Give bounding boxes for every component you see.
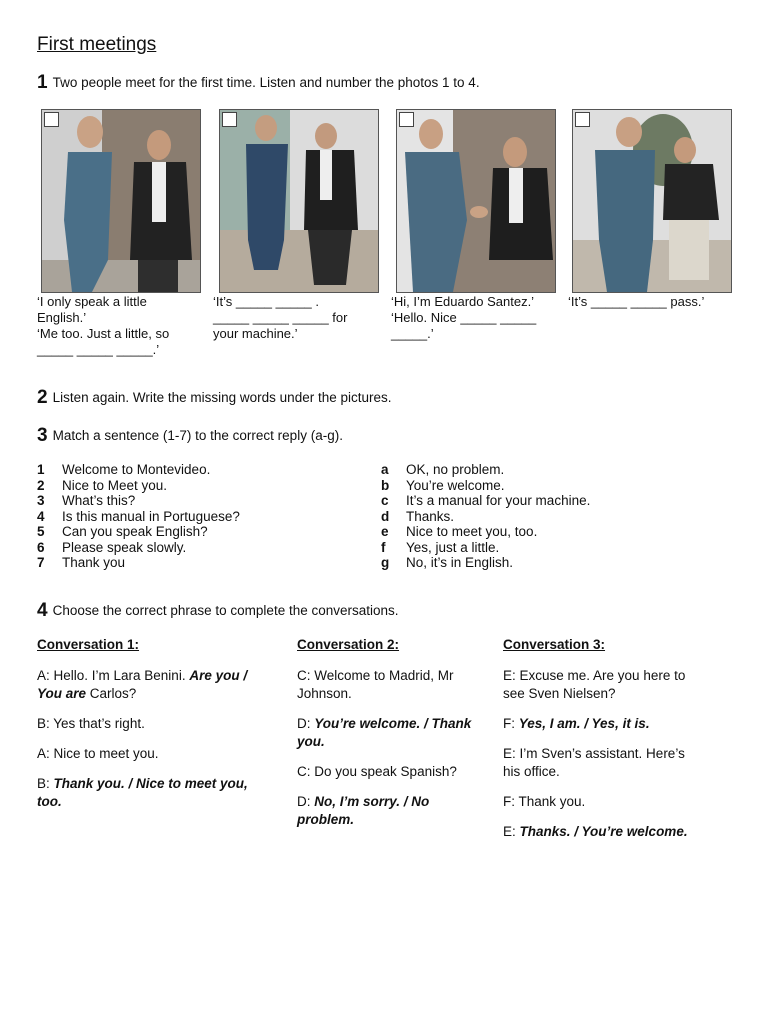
sentence-item (37, 478, 240, 494)
reply-text: Nice to meet you, too. (406, 524, 538, 539)
reply-item (381, 524, 590, 540)
section-3-number: 3 (37, 425, 48, 446)
sentence-number: 7 (37, 555, 45, 570)
dialogue-line (37, 667, 265, 703)
reply-item (381, 540, 590, 556)
photo-1 (41, 109, 201, 293)
reply-item (381, 493, 590, 509)
section-4-number: 4 (37, 600, 48, 621)
conversation-1 (37, 636, 265, 823)
caption-line: ‘It’s _____ _____ . (213, 294, 320, 309)
dialogue-line (503, 715, 703, 733)
reply-text: OK, no problem. (406, 462, 505, 477)
photo-number-box[interactable] (399, 112, 414, 127)
reply-letter: b (381, 477, 390, 493)
line-text: B: (37, 776, 54, 791)
caption-line: English.’ (37, 310, 87, 325)
caption-line: ‘Me too. Just a little, so (37, 326, 170, 341)
choice-phrase[interactable]: No, I’m sorry. / No problem. (297, 794, 430, 827)
section-2-number: 2 (37, 387, 48, 408)
section-1-number: 1 (37, 72, 48, 93)
conversation-heading: Conversation 3: (503, 637, 606, 652)
dialogue-line (297, 715, 487, 751)
dialogue-line (503, 667, 703, 703)
choice-phrase[interactable]: You’re welcome. / Thank you. (297, 716, 472, 749)
line-text: D: (297, 794, 315, 809)
caption-line: _____.’ (391, 326, 434, 341)
line-text: E: (503, 824, 520, 839)
reply-item (381, 555, 590, 571)
section-4-text: Choose the correct phrase to complete the conversations. (52, 603, 399, 618)
reply-text: It’s a manual for your machine. (406, 493, 591, 508)
reply-letter: f (381, 539, 386, 555)
reply-item (381, 462, 590, 478)
sentence-text: Nice to Meet you. (62, 477, 168, 493)
choice-phrase[interactable]: Thank you. / Nice to meet you, too. (37, 776, 248, 809)
dialogue-line (37, 745, 265, 763)
line-text: A: Nice to meet you. (37, 746, 159, 761)
sentence-text: Thank you (62, 555, 126, 570)
sentence-number: 2 (37, 477, 45, 493)
reply-letter: e (381, 524, 389, 539)
photo-1-caption (37, 294, 207, 358)
line-text: D: (297, 716, 315, 731)
sentence-item (37, 493, 240, 509)
section-2-instruction (37, 389, 392, 407)
choice-phrase[interactable]: Yes, I am. / Yes, it is. (518, 716, 650, 731)
photo-number-box[interactable] (44, 112, 59, 127)
caption-line: ‘I only speak a little (37, 294, 147, 309)
line-text: C: Welcome to Madrid, Mr Johnson. (297, 668, 454, 701)
photo-4-caption (568, 294, 738, 310)
photo-3 (396, 109, 556, 293)
photo-number-box[interactable] (222, 112, 237, 127)
section-1-text: Two people meet for the first time. Listen and number the photos 1 to 4. (52, 75, 480, 90)
line-text: F: Thank you. (503, 794, 586, 809)
dialogue-line (297, 667, 487, 703)
photo-4 (572, 109, 732, 293)
line-text: E: Excuse me. Are you here to see Sven Nielsen? (503, 668, 686, 701)
sentence-number: 1 (37, 462, 45, 477)
reply-item (381, 509, 590, 525)
section-3-instruction (37, 427, 343, 445)
conversation-2 (297, 636, 487, 841)
sentence-text: Welcome to Montevideo. (62, 462, 211, 477)
conversation-heading: Conversation 2: (297, 637, 400, 652)
dialogue-line (297, 793, 487, 829)
line-text: F: (503, 716, 519, 731)
sentence-number: 3 (37, 493, 45, 508)
reply-text: Thanks. (406, 508, 455, 524)
sentences-list (37, 462, 240, 571)
photo-number-box[interactable] (575, 112, 590, 127)
caption-line: _____ _____ _____.’ (37, 342, 160, 357)
dialogue-line (503, 823, 703, 841)
line-text: B: Yes that’s right. (37, 716, 145, 731)
dialogue-line (503, 793, 703, 811)
conversation-3 (503, 636, 703, 853)
reply-text: You’re welcome. (406, 477, 505, 493)
sentence-item (37, 509, 240, 525)
sentence-item (37, 524, 240, 540)
sentence-text: Please speak slowly. (62, 539, 187, 555)
sentence-text: What’s this? (62, 493, 136, 508)
line-text: C: Do you speak Spanish? (297, 764, 457, 779)
line-text: A: Hello. I’m Lara Benini. (37, 668, 190, 683)
reply-letter: c (381, 493, 389, 508)
photo-2 (219, 109, 379, 293)
line-text: E: I’m Sven’s assistant. Here’s his office. (503, 746, 685, 779)
sentence-number: 6 (37, 539, 45, 555)
section-3-text: Match a sentence (1-7) to the correct reply (a-g). (52, 428, 343, 443)
sentence-text: Can you speak English? (62, 524, 208, 539)
sentence-item (37, 462, 240, 478)
dialogue-line (37, 775, 265, 811)
choice-phrase[interactable]: Are you / You are (37, 668, 248, 701)
page-title: First meetings (37, 34, 157, 55)
section-2-text: Listen again. Write the missing words under the pictures. (52, 390, 392, 405)
dialogue-line (37, 715, 265, 733)
sentence-text: Is this manual in Portuguese? (62, 508, 240, 524)
reply-text: No, it’s in English. (406, 555, 514, 570)
dialogue-line (297, 763, 487, 781)
reply-text: Yes, just a little. (406, 539, 500, 555)
photo-3-caption (391, 294, 561, 342)
reply-letter: d (381, 508, 390, 524)
sentence-item (37, 555, 240, 571)
section-1-instruction (37, 74, 480, 92)
sentence-item (37, 540, 240, 556)
caption-line: ‘Hi, I’m Eduardo Santez.’ (391, 294, 535, 309)
reply-letter: g (381, 555, 390, 570)
reply-item (381, 478, 590, 494)
sentence-number: 4 (37, 508, 45, 524)
caption-line: ‘Hello. Nice _____ _____ (391, 310, 537, 325)
section-4-instruction (37, 602, 399, 620)
sentence-number: 5 (37, 524, 45, 539)
conversation-heading: Conversation 1: (37, 637, 140, 652)
reply-letter: a (381, 462, 389, 477)
caption-line: ‘It’s _____ _____ pass.’ (568, 294, 705, 309)
choice-phrase[interactable]: Thanks. / You’re welcome. (519, 824, 688, 839)
caption-line: your machine.’ (213, 326, 298, 341)
dialogue-line (503, 745, 703, 781)
caption-line: _____ _____ _____ for (213, 310, 348, 325)
replies-list (381, 462, 590, 571)
line-text: Carlos? (86, 686, 137, 701)
photo-2-caption (213, 294, 383, 342)
